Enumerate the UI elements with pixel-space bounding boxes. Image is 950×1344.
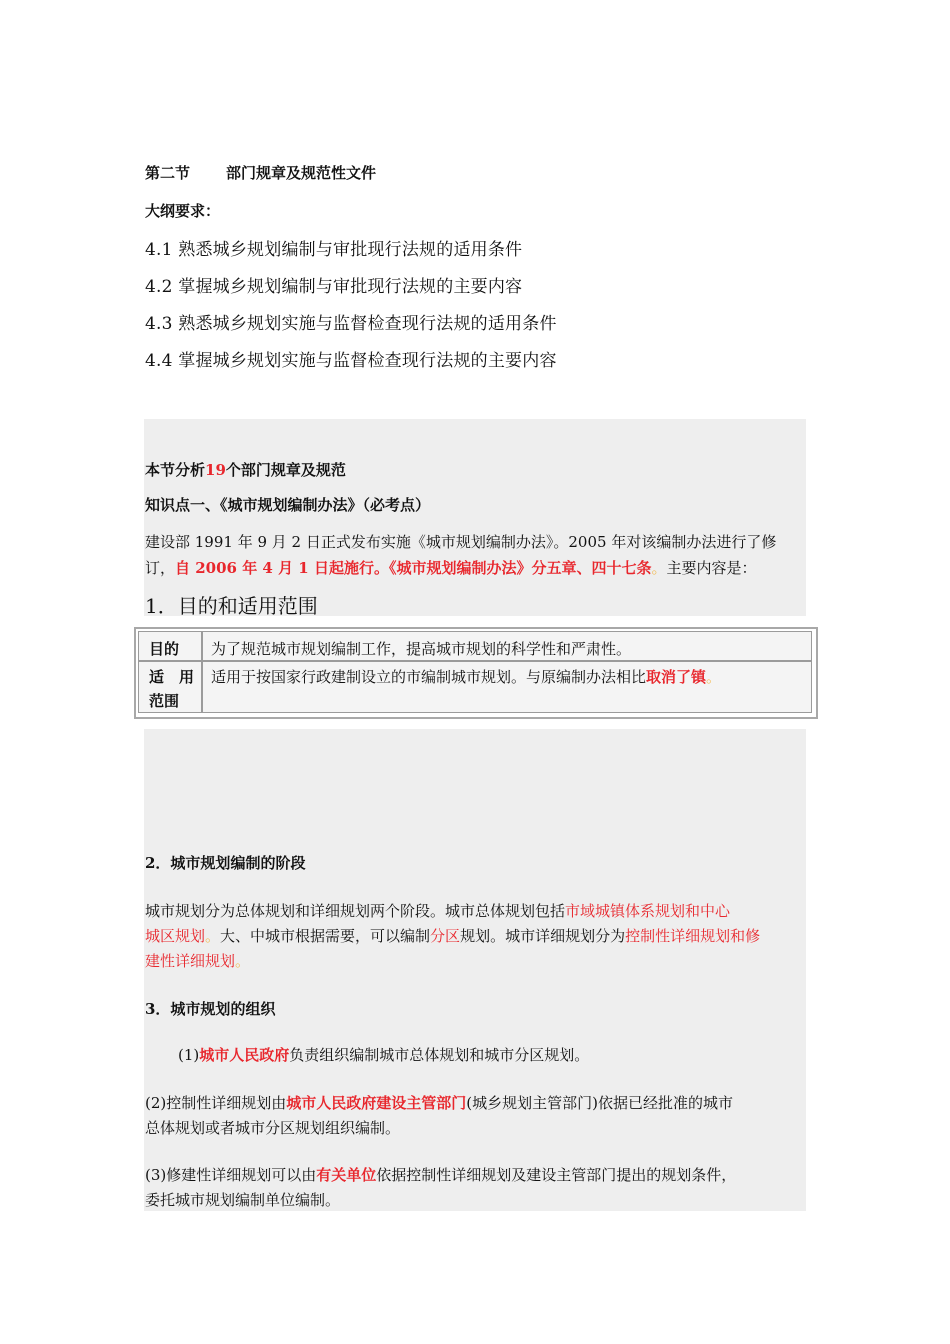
table-row-content: 适用于按国家行政建制设立的市编制城市规划。与原编制办法相比取消了镇。 bbox=[202, 661, 812, 713]
sec2-title: 2．城市规划编制的阶段 bbox=[145, 854, 306, 872]
purpose-scope-table bbox=[134, 627, 818, 719]
point1-title: 知识点一、《城市规划编制办法》（必考点） bbox=[145, 496, 431, 514]
sec3-item3-line1: (3)修建性详细规划可以由有关单位依据控制性详细规划及建设主管部门提出的规划条件， bbox=[145, 1166, 737, 1184]
sec3-item1: (1)城市人民政府负责组织编制城市总体规划和城市分区规划。 bbox=[178, 1046, 590, 1064]
point1-line2: 订，自 2006 年 4 月 1 日起施行。《城市规划编制办法》分五章、四十七条。主要内容是： bbox=[145, 559, 757, 577]
outline-item: 4.4 掌握城乡规划实施与监督检查现行法规的主要内容 bbox=[145, 351, 557, 371]
table-row-label: 适 用 范围 bbox=[138, 661, 202, 713]
outline-label: 大纲要求： bbox=[145, 202, 221, 220]
sec2-line3: 建性详细规划。 bbox=[145, 952, 251, 970]
outline-item: 4.3 熟悉城乡规划实施与监督检查现行法规的适用条件 bbox=[145, 314, 557, 334]
outline-item: 4.2 掌握城乡规划编制与审批现行法规的主要内容 bbox=[145, 277, 523, 297]
intro-line: 本节分析19个部门规章及规范 bbox=[145, 461, 346, 479]
outline-item: 4.1 熟悉城乡规划编制与审批现行法规的适用条件 bbox=[145, 240, 523, 260]
sec3-title: 3．城市规划的组织 bbox=[145, 1000, 276, 1018]
removed-town-highlight: 取消了镇 bbox=[646, 668, 707, 686]
intro-count: 19 bbox=[205, 461, 226, 479]
sec2-line1: 城市规划分为总体规划和详细规划两个阶段。城市总体规划包括市域城镇体系规划和中心 bbox=[145, 902, 731, 920]
effective-date-highlight: 自 2006 年 4 月 1 日起施行。《城市规划编制办法》分五章、四十七条 bbox=[175, 559, 652, 577]
sec3-item2-line2: 总体规划或者城市分区规划组织编制。 bbox=[145, 1119, 401, 1137]
section-title: 部门规章及规范性文件 bbox=[226, 164, 377, 182]
point1-line1: 建设部 1991 年 9 月 2 日正式发布实施《城市规划编制办法》。2005 年对该编制办法进行了修 bbox=[145, 533, 777, 551]
table-row-label: 目的 bbox=[138, 631, 202, 661]
section-number: 第二节 bbox=[145, 164, 191, 182]
sub1-title: 1．目的和适用范围 bbox=[145, 594, 318, 618]
sec3-item3-line2: 委托城市规划编制单位编制。 bbox=[145, 1191, 341, 1209]
sec2-line2: 城区规划。大、中城市根据需要，可以编制分区规划。城市详细规划分为控制性详细规划和修 bbox=[145, 927, 761, 945]
sec3-item2-line1: (2)控制性详细规划由城市人民政府建设主管部门(城乡规划主管部门)依据已经批准的城市 bbox=[145, 1094, 733, 1112]
table-row-content: 为了规范城市规划编制工作，提高城市规划的科学性和严肃性。 bbox=[202, 631, 812, 661]
section-heading bbox=[145, 162, 376, 183]
